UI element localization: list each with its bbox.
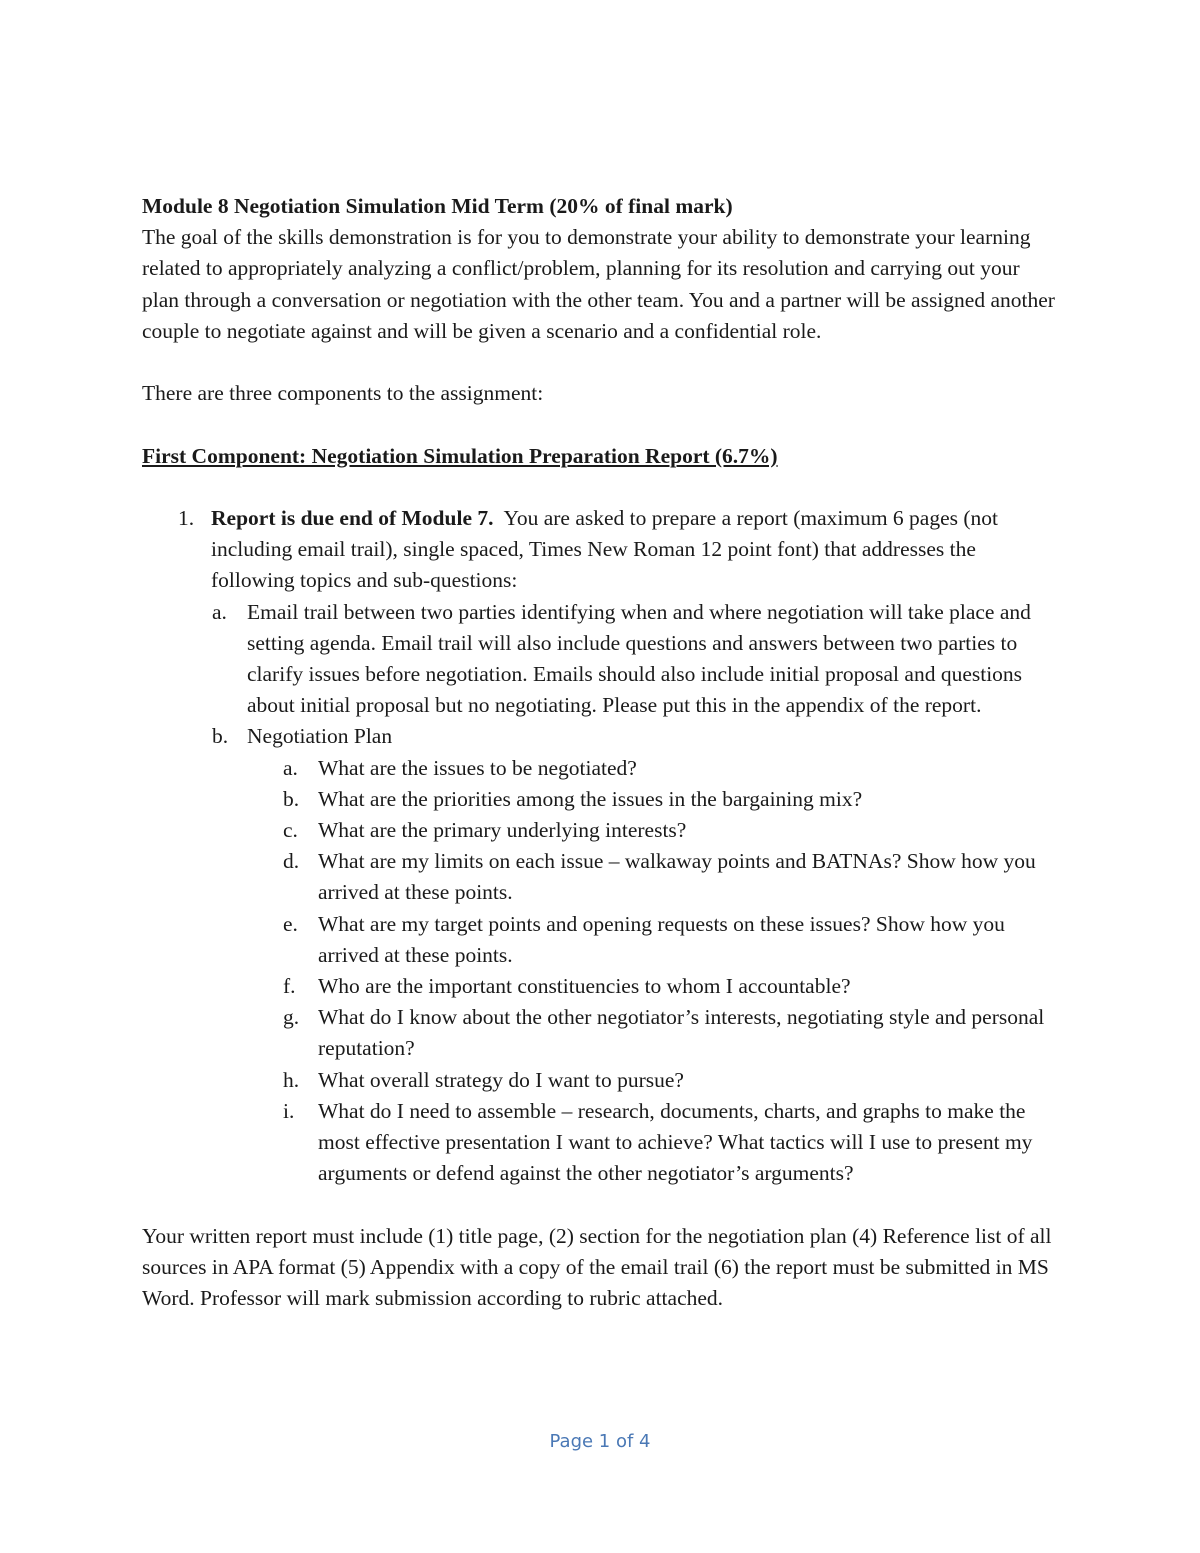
plan-question-item [142, 753, 1062, 784]
item-text: Email trail between two parties identifying when and where negotiation will take place and setting agenda. Email trail will also include questions and answers between two parties to clarify issues before negotiation. Emails should also include initial proposal and questions about initial proposal but no negotiating. Please put this in the appendix of the report. [247, 599, 1031, 718]
item-text: What are the issues to be negotiated? [318, 755, 637, 780]
list-marker: d. [283, 849, 300, 874]
plan-question-item [142, 846, 1062, 908]
list-item-b [142, 721, 1062, 752]
list-marker: f. [283, 974, 296, 999]
document-body [142, 191, 1062, 1314]
blank-line [142, 347, 1062, 378]
plan-question-item [142, 909, 1062, 971]
item-text: What are my limits on each issue – walkaway points and BATNAs? Show how you arrived at these points. [318, 849, 1036, 905]
list-marker: a. [212, 599, 227, 624]
item-text: What are the priorities among the issues in the bargaining mix? [318, 786, 863, 811]
plan-question-item [142, 1096, 1062, 1190]
blank-line [142, 1189, 1062, 1220]
intro-paragraph: The goal of the skills demonstration is for you to demonstrate your ability to demonstrate your learning related to appropriately analyzing a conflict/problem, planning for its resolution and carrying out your plan through a conversation or negotiation with the other team. You and a partner will be assigned another couple to negotiate against and will be given a scenario and a confidential role. [142, 225, 1055, 343]
list-marker: a. [283, 755, 298, 780]
page-number-footer: Page 1 of 4 [549, 1431, 651, 1452]
item-text: Who are the important constituencies to whom I accountable? [318, 974, 851, 999]
list-marker: b. [283, 786, 300, 811]
list-marker: h. [283, 1067, 300, 1092]
plan-question-item [142, 1002, 1062, 1064]
plan-question-item [142, 971, 1062, 1002]
closing-paragraph: Your written report must include (1) title page, (2) section for the negotiation plan (4) Reference list of all sources in APA format (5) Appendix with a copy of the email trail (6) the report must be submitted in MS Word. Professor will mark submission according to rubric attached. [142, 1223, 1052, 1311]
item-text: What do I know about the other negotiator’s interests, negotiating style and personal reputation? [318, 1005, 1045, 1061]
item-text: You are asked to prepare a report (maximum 6 pages (not including email trail), single spaced, Times New Roman 12 point font) that addresses the following topics and sub-questions: [211, 505, 1004, 593]
blank-line [142, 409, 1062, 440]
list-marker: g. [283, 1005, 300, 1030]
list-marker: 1. [178, 505, 195, 530]
list-marker: e. [283, 911, 298, 936]
list-item-a [142, 597, 1062, 722]
list-marker: c. [283, 818, 298, 843]
plan-question-item [142, 784, 1062, 815]
list-marker: i. [283, 1098, 295, 1123]
list-item-1 [142, 503, 1062, 597]
item-text: What are my target points and opening requests on these issues? Show how you arrived at these points. [318, 911, 1005, 967]
plan-question-item [142, 1065, 1062, 1096]
item-text: What overall strategy do I want to pursue? [318, 1067, 684, 1092]
document-title: Module 8 Negotiation Simulation Mid Term (20% of final mark) [142, 194, 733, 218]
list-marker: b. [212, 724, 229, 749]
item-text: Negotiation Plan [247, 724, 393, 749]
item-text: What are the primary underlying interests? [318, 818, 687, 843]
item-text: What do I need to assemble – research, documents, charts, and graphs to make the most effective presentation I want to achieve? What tactics will I use to present my arguments or defend against the other negotiator’s arguments? [318, 1098, 1033, 1186]
plan-question-item [142, 815, 1062, 846]
item-lead: Report is due end of Module 7. [211, 505, 494, 530]
section-heading: First Component: Negotiation Simulation Preparation Report (6.7%) [142, 443, 778, 468]
blank-line [142, 472, 1062, 503]
components-intro: There are three components to the assignment: [142, 381, 544, 406]
